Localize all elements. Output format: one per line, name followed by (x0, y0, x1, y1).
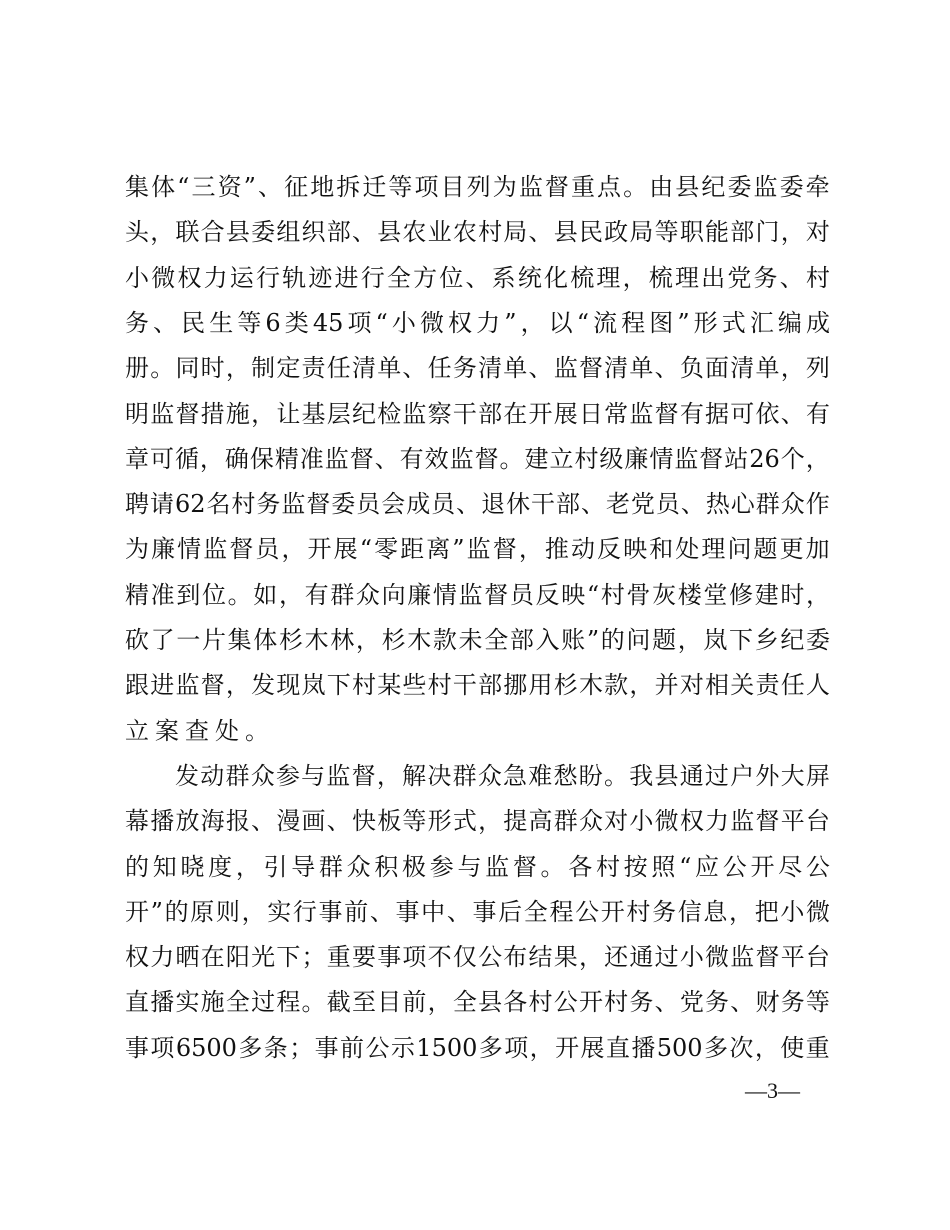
text-line: 发 动 群 众 参 与 监 督 ， 解 决 群 众 急 难 愁 盼 。 我 县 通 过 户 外 大 屏 (175, 761, 830, 790)
text-line: 头 ， 联 合 县 委 组 织 部 、 县 农 业 农 村 局 、 县 民 政 局 等 职 能 部 门 ， 对 (125, 218, 830, 247)
page-number: —3— (745, 1078, 800, 1103)
text-line: 小 微 权 力 运 行 轨 迹 进 行 全 方 位 、 系 统 化 梳 理 ， 梳 理 出 党 务 、 村 (125, 263, 830, 292)
text-line: 立案查处。 (125, 716, 275, 745)
text-line: 册 。 同 时 ， 制 定 责 任 清 单 、 任 务 清 单 、 监 督 清 单 、 负 面 清 单 ， 列 (125, 354, 830, 383)
text-line: 事 项 6500 多 条 ； 事 前 公 示 1500 多 项 ， 开 展 直 播 500 多 次 ， 使 重 (125, 1033, 830, 1062)
text-line: 聘 请 62 名 村 务 监 督 委 员 会 成 员 、 退 休 干 部 、 老 党 员 、 热 心 群 众 作 (125, 490, 830, 519)
text-line: 为 廉 情 监 督 员 ， 开 展 “ 零 距 离 ” 监 督 ， 推 动 反 映 和 处 理 问 题 更 加 (125, 535, 830, 564)
text-line: 务 、 民 生 等 6 类 45 项 “ 小 微 权 力 ” ， 以 “ 流 程 图 ” 形 式 汇 编 成 (125, 308, 830, 337)
text-line: 章 可 循 ， 确 保 精 准 监 督 、 有 效 监 督 。 建 立 村 级 廉 情 监 督 站 26 个 ， (125, 444, 830, 473)
text-line: 集 体 “ 三 资 ” 、 征 地 拆 迁 等 项 目 列 为 监 督 重 点 。 由 县 纪 委 监 委 牵 (125, 173, 830, 201)
text-line: 幕 播 放 海 报 、 漫 画 、 快 板 等 形 式 ， 提 高 群 众 对 小 微 权 力 监 督 平 台 (125, 807, 830, 836)
text-line: 跟 进 监 督 ， 发 现 岚 下 村 某 些 村 干 部 挪 用 杉 木 款 ， 并 对 相 关 责 任 人 (125, 671, 830, 700)
text-line: 砍 了 一 片 集 体 杉 木 林 ， 杉 木 款 未 全 部 入 账 ” 的 问 题 ， 岚 下 乡 纪 委 (125, 626, 830, 654)
text-line: 精 准 到 位 。 如 ， 有 群 众 向 廉 情 监 督 员 反 映 “ 村 骨 灰 楼 堂 修 建 时 ， (125, 580, 830, 609)
text-line: 的 知 晓 度 ， 引 导 群 众 积 极 参 与 监 督 。 各 村 按 照 “ 应 公 开 尽 公 (125, 852, 830, 881)
text-line: 开 ” 的 原 则 ， 实 行 事 前 、 事 中 、 事 后 全 程 公 开 村 务 信 息 ， 把 小 微 (125, 897, 830, 926)
text-line: 直 播 实 施 全 过 程 。 截 至 目 前 ， 全 县 各 村 公 开 村 务 、 党 务 、 财 务 等 (125, 988, 830, 1017)
text-line: 明 监 督 措 施 ， 让 基 层 纪 检 监 察 干 部 在 开 展 日 常 监 督 有 据 可 依 、 有 (125, 399, 830, 428)
text-line: 权 力 晒 在 阳 光 下 ； 重 要 事 项 不 仅 公 布 结 果 ， 还 通 过 小 微 监 督 平 台 (125, 943, 830, 972)
